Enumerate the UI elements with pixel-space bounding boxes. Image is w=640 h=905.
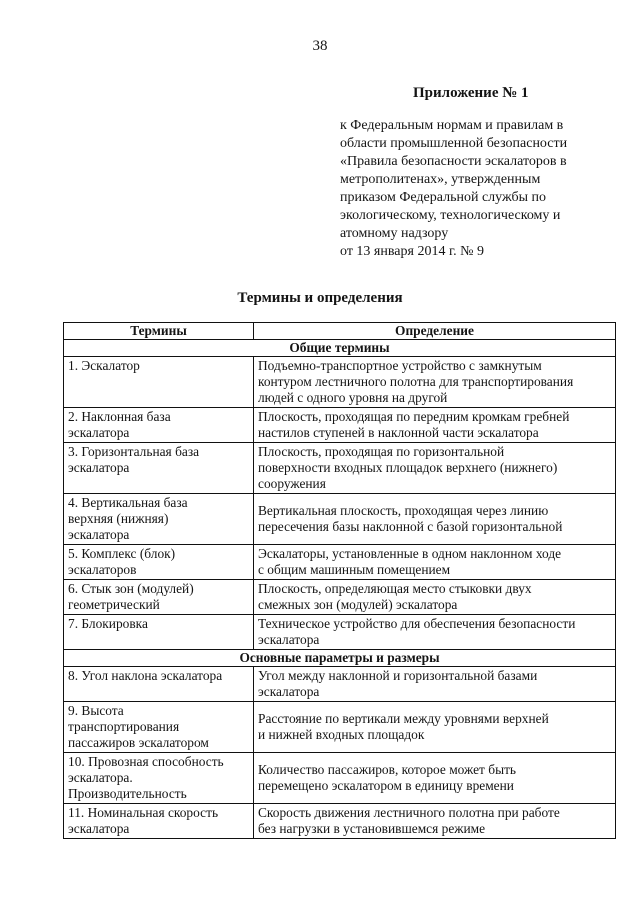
term-cell <box>64 702 254 753</box>
definition-cell <box>254 408 616 443</box>
term-line: верхняя (нижняя) <box>68 511 169 526</box>
definition-line: Плоскость, проходящая по передним кромкам гребней <box>258 409 570 424</box>
approval-block <box>340 117 610 261</box>
term-line: 3. Горизонтальная база <box>68 444 200 459</box>
term-line: эскалатора <box>68 460 130 475</box>
table-row <box>64 804 616 839</box>
term-cell <box>64 667 254 702</box>
definition-line: людей с одного уровня на другой <box>258 390 448 405</box>
term-line: эскалатора <box>68 821 130 836</box>
term-line: 1. Эскалатор <box>68 358 140 373</box>
term-cell <box>64 753 254 804</box>
definition-line: Вертикальная плоскость, проходящая через линию <box>258 503 549 518</box>
term-line: 8. Угол наклона эскалатора <box>68 668 223 683</box>
table-row <box>64 702 616 753</box>
definition-line: без нагрузки в установившемся режиме <box>258 821 486 836</box>
definition-cell <box>254 615 616 650</box>
definition-cell <box>254 494 616 545</box>
table-row <box>64 615 616 650</box>
approval-line: экологическому, технологическому и <box>340 208 561 223</box>
definition-cell <box>254 357 616 408</box>
definition-line: Расстояние по вертикали между уровнями верхней <box>258 711 549 726</box>
term-line: транспортирования <box>68 719 180 734</box>
approval-line: атомному надзору <box>340 226 449 241</box>
term-line: эскалаторов <box>68 562 137 577</box>
term-cell <box>64 580 254 615</box>
term-line: эскалатора. <box>68 770 133 785</box>
term-line: 6. Стык зон (модулей) <box>68 581 194 596</box>
header-terms: Термины <box>64 323 254 340</box>
term-line: пассажиров эскалатором <box>68 735 209 750</box>
definition-cell <box>254 753 616 804</box>
definition-cell <box>254 804 616 839</box>
page-number: 38 <box>312 38 328 54</box>
term-cell <box>64 357 254 408</box>
term-line: эскалатора <box>68 527 130 542</box>
table-row <box>64 408 616 443</box>
definition-line: Подъемно-транспортное устройство с замкнутым <box>258 358 542 373</box>
definition-cell <box>254 702 616 753</box>
table-row <box>64 494 616 545</box>
section-title: Основные параметры и размеры <box>64 650 616 667</box>
definition-line: Плоскость, определяющая место стыковки двух <box>258 581 532 596</box>
definition-line: Количество пассажиров, которое может быть <box>258 762 517 777</box>
definition-line: эскалатора <box>258 632 320 647</box>
definition-line: настилов ступеней в наклонной части эскалатора <box>258 425 539 440</box>
terms-table <box>63 322 616 839</box>
term-line: 4. Вертикальная база <box>68 495 188 510</box>
approval-line: «Правила безопасности эскалаторов в <box>340 154 567 169</box>
definition-line: с общим машинным помещением <box>258 562 451 577</box>
definition-line: перемещено эскалатором в единицу времени <box>258 778 514 793</box>
term-cell <box>64 494 254 545</box>
term-line: 11. Номинальная скорость <box>68 805 219 820</box>
definition-cell <box>254 580 616 615</box>
term-cell <box>64 443 254 494</box>
term-line: эскалатора <box>68 425 130 440</box>
term-line: 5. Комплекс (блок) <box>68 546 176 561</box>
section-title: Общие термины <box>64 340 616 357</box>
table-row <box>64 580 616 615</box>
definition-line: пересечения базы наклонной с базой горизонтальной <box>258 519 563 534</box>
table-row <box>64 667 616 702</box>
definition-line: и нижней входных площадок <box>258 727 425 742</box>
definition-line: контуром лестничного полотна для транспортирования <box>258 374 574 389</box>
term-line: 10. Провозная способность <box>68 754 224 769</box>
definition-line: Скорость движения лестничного полотна при работе <box>258 805 560 820</box>
approval-line: от 13 января 2014 г. № 9 <box>340 244 484 259</box>
definition-line: Техническое устройство для обеспечения безопасности <box>258 616 576 631</box>
table-row <box>64 443 616 494</box>
definition-cell <box>254 545 616 580</box>
definition-line: Плоскость, проходящая по горизонтальной <box>258 444 505 459</box>
definition-line: смежных зон (модулей) эскалатора <box>258 597 458 612</box>
header-definition: Определение <box>254 323 616 340</box>
table-row <box>64 357 616 408</box>
approval-line: к Федеральным нормам и правилам в <box>340 118 564 133</box>
term-cell <box>64 615 254 650</box>
definition-line: эскалатора <box>258 684 320 699</box>
table-row <box>64 545 616 580</box>
approval-line: приказом Федеральной службы по <box>340 190 546 205</box>
document-title: Термины и определения <box>237 290 403 306</box>
term-cell <box>64 408 254 443</box>
term-line: геометрический <box>68 597 160 612</box>
definition-line: Угол между наклонной и горизонтальной базами <box>258 668 538 683</box>
definition-line: Эскалаторы, установленные в одном наклонном ходе <box>258 546 562 561</box>
term-cell <box>64 545 254 580</box>
definition-line: поверхности входных площадок верхнего (нижнего) <box>258 460 558 475</box>
approval-line: области промышленной безопасности <box>340 136 568 151</box>
table-row <box>64 753 616 804</box>
term-line: 9. Высота <box>68 703 124 718</box>
table-header-row <box>64 323 616 340</box>
definition-line: сооружения <box>258 476 326 491</box>
term-line: 7. Блокировка <box>68 616 148 631</box>
definition-cell <box>254 667 616 702</box>
section-row <box>64 650 616 667</box>
term-cell <box>64 804 254 839</box>
definition-cell <box>254 443 616 494</box>
term-line: Производительность <box>68 786 187 801</box>
appendix-title: Приложение № 1 <box>413 85 529 101</box>
term-line: 2. Наклонная база <box>68 409 171 424</box>
approval-line: метрополитенах», утвержденным <box>340 172 541 187</box>
section-row <box>64 340 616 357</box>
